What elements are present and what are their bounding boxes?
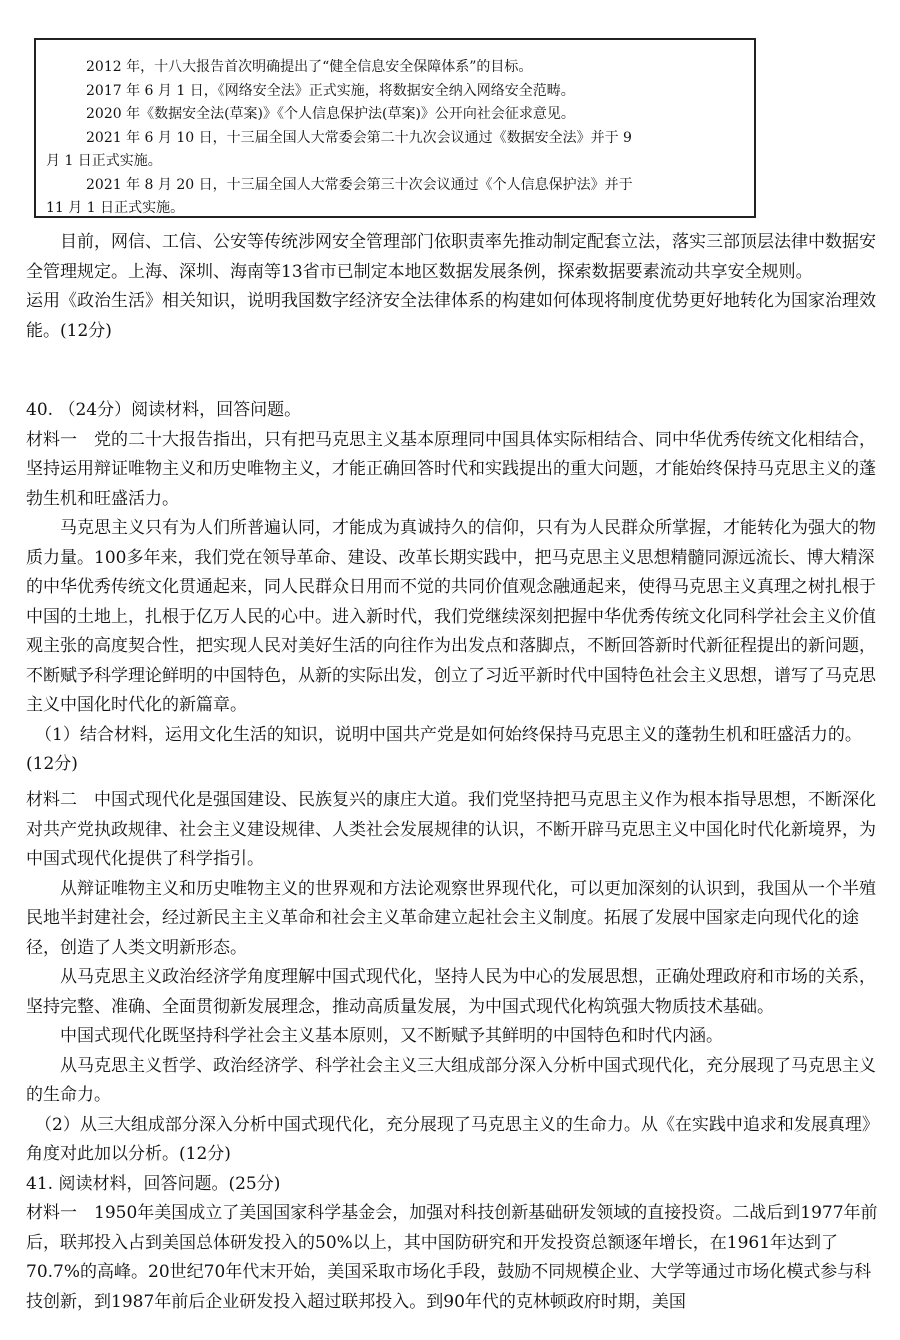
- question-40-block: [26, 396, 878, 780]
- question-prompt: （1）结合材料，运用文化生活的知识，说明中国共产党是如何始终保持马克思主义的蓬勃生机和旺盛活力的。(12分): [26, 724, 862, 774]
- material-paragraph: 从马克思主义哲学、政治经济学、科学社会主义三大组成部分深入分析中国式现代化，充分展现了马克思主义的生命力。: [26, 1055, 876, 1105]
- material-paragraph: 材料一 1950年美国成立了美国国家科学基金会，加强对科技创新基础研发领域的直接投资。二战后到1977年前后，联邦投入占到美国总体研发投入的50%以上，其中国防研究和开发投资总额逐年增长，在1961年达到了70.7%的高峰。20世纪70年代末开始，美国采取市场化手段，鼓励不同规模企业、大学等通过市场化模式参与科技创新，到1987年前后企业研发投入超过联邦投入。到90年代的克林顿政府时期，美国: [26, 1203, 878, 1312]
- question-39-block: [26, 228, 878, 346]
- timeline-line: 月 1 日正式实施。: [46, 153, 162, 169]
- question-header: 40. （24分）阅读材料，回答问题。: [26, 400, 302, 420]
- material-paragraph: 材料二 中国式现代化是强国建设、民族复兴的康庄大道。我们党坚持把马克思主义作为根本指导思想，不断深化对共产党执政规律、社会主义建设规律、人类社会发展规律的认识，不断开辟马克思主义中国化时代化新境界，为中国式现代化提供了科学指引。: [26, 790, 876, 869]
- material-paragraph: 材料一 党的二十大报告指出，只有把马克思主义基本原理同中国具体实际相结合、同中华优秀传统文化相结合，坚持运用辩证唯物主义和历史唯物主义，才能正确回答时代和实践提出的重大问题，才能始终保持马克思主义的蓬勃生机和旺盛活力。: [26, 429, 876, 509]
- timeline-line: 2021 年 6 月 10 日，十三届全国人大常委会第二十九次会议通过《数据安全法》并于 9: [86, 129, 632, 146]
- timeline-line: 2017 年 6 月 1 日，《网络安全法》正式实施，将数据安全纳入网络安全范畴。: [86, 82, 575, 99]
- material-paragraph: 马克思主义只有为人们所普遍认同，才能成为真诚持久的信仰，只有为人民群众所掌握，才能转化为强大的物质力量。100多年来，我们党在领导革命、建设、改革长期实践中，把马克思主义思想精髓同源远流长、博大精深的中华优秀传统文化贯通起来，同人民群众日用而不觉的共同价值观念融通起来，使得马克思主义真理之树扎根于中国的土地上，扎根于亿万人民的心中。进入新时代，我们党继续深刻把握中华优秀传统文化同科学社会主义价值观主张的高度契合性，把实现人民对美好生活的向往作为出发点和落脚点，不断回答新时代新征程提出的新问题，不断赋予科学理论鲜明的中国特色，从新的实际出发，创立了习近平新时代中国特色社会主义思想，谱写了马克思主义中国化时代化的新篇章。: [26, 518, 876, 715]
- material-paragraph: 中国式现代化既坚持科学社会主义基本原则，又不断赋予其鲜明的中国特色和时代内涵。: [60, 1026, 723, 1046]
- legal-timeline-box: [34, 38, 756, 218]
- material-paragraph: 从辩证唯物主义和历史唯物主义的世界观和方法论观察世界现代化，可以更加深刻的认识到，我国从一个半殖民地半封建社会，经过新民主主义革命和社会主义革命建立起社会主义制度。拓展了发展中国家走向现代化的途径，创造了人类文明新形态。: [26, 878, 876, 958]
- question-prompt: 运用《政治生活》相关知识，说明我国数字经济安全法律体系的构建如何体现将制度优势更好地转化为国家治理效能。(12分): [26, 291, 876, 341]
- timeline-line: 2021 年 8 月 20 日，十三届全国人大常委会第三十次会议通过《个人信息保护法》并于: [86, 176, 633, 193]
- timeline-line: 2020 年《数据安全法(草案)》《个人信息保护法(草案)》公开向社会征求意见。: [86, 106, 575, 122]
- material-paragraph: 目前，网信、工信、公安等传统涉网安全管理部门依职责率先推动制定配套立法，落实三部顶层法律中数据安全管理规定。上海、深圳、海南等13省市已制定本地区数据发展条例，探索数据要素流动共享安全规则。: [26, 232, 876, 282]
- question-prompt: （2）从三大组成部分深入分析中国式现代化，充分展现了马克思主义的生命力。从《在实践中追求和发展真理》角度对此加以分析。(12分): [26, 1114, 871, 1164]
- question-40-material-2: [26, 786, 878, 1317]
- timeline-line: 2012 年，十八大报告首次明确提出了“健全信息安全保障体系”的目标。: [86, 59, 533, 75]
- question-header: 41. 阅读材料，回答问题。(25分): [26, 1173, 281, 1194]
- timeline-line: 11 月 1 日正式实施。: [46, 200, 185, 216]
- material-paragraph: 从马克思主义政治经济学角度理解中国式现代化，坚持人民为中心的发展思想，正确处理政府和市场的关系，坚持完整、准确、全面贯彻新发展理念，推动高质量发展，为中国式现代化构筑强大物质技术基础。: [26, 967, 876, 1017]
